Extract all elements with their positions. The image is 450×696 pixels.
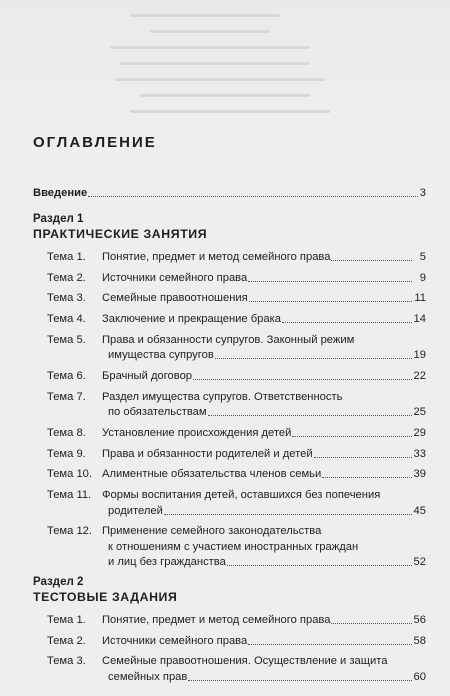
section-label: Раздел 1	[33, 213, 84, 225]
entry-page-number: 25	[413, 406, 426, 419]
entry-page-number: 60	[413, 670, 426, 683]
entry-number: Тема 2.	[47, 271, 86, 284]
entry-title-line: Формы воспитания детей, оставшихся без попечения	[102, 489, 381, 501]
entry-number: Тема 8.	[47, 426, 86, 439]
entry-page-number: 5	[419, 251, 426, 263]
leader-dots	[215, 358, 412, 359]
entry-title-line: семейных прав	[108, 670, 188, 683]
entry-title-line: Применение семейного законодательства	[102, 525, 322, 538]
entry-number: Тема 1.	[47, 614, 86, 626]
entry-title-line: Источники семейного права	[102, 271, 248, 284]
entry-page-number: 33	[413, 447, 426, 460]
entry-title-line: Права и обязанности родителей и детей	[102, 447, 313, 460]
leader-dots	[208, 415, 412, 416]
entry-number: Тема 2.	[47, 634, 86, 647]
entry-number: Тема 4.	[47, 313, 86, 326]
entry-title-line: Понятие, предмет и метод семейного права	[102, 251, 331, 263]
entry-number: Тема 12.	[47, 525, 93, 538]
entry-title-line: и лиц без гражданства	[108, 556, 226, 569]
leader-dots	[188, 680, 412, 681]
entry-title-line: Семейные правоотношения. Осуществление и защита	[102, 655, 388, 668]
entry-page-number: 19	[413, 349, 426, 362]
entry-title-line: Раздел имущества супругов. Ответственность	[102, 390, 343, 403]
toc-intro-row	[33, 186, 426, 200]
entry-page-number: 56	[413, 614, 426, 626]
leader-dots	[314, 457, 412, 458]
entry-title-line: Заключение и прекращение брака	[102, 313, 281, 326]
entry-title-line: Брачный договор	[102, 370, 193, 382]
entry-number: Тема 3.	[47, 292, 86, 305]
intro-page: 3	[419, 187, 426, 199]
entry-title-line: Понятие, предмет и метод семейного права	[102, 614, 331, 626]
toc-title: ОГЛАВЛЕНИЕ	[33, 134, 157, 151]
leader-dots	[292, 436, 412, 437]
leader-dots	[248, 281, 412, 282]
entry-page-number: 14	[413, 313, 426, 326]
leader-dots	[282, 322, 412, 323]
leader-dots	[88, 196, 418, 197]
leader-dots	[322, 477, 412, 478]
entry-title-line: родителей	[108, 504, 163, 517]
entry-number: Тема 1.	[47, 251, 86, 263]
entry-number: Тема 7.	[47, 390, 86, 403]
entry-page-number: 9	[419, 271, 426, 284]
entry-title-line: Источники семейного права	[102, 634, 248, 647]
leader-dots	[331, 623, 412, 624]
entry-number: Тема 10.	[47, 468, 93, 481]
entry-title-line: к отношениям с участием иностранных граждан	[108, 540, 359, 553]
entry-page-number: 11	[414, 292, 426, 305]
bleed-through-text	[0, 0, 450, 130]
entry-number: Тема 5.	[47, 333, 86, 346]
leader-dots	[193, 379, 412, 380]
entry-title-line: Семейные правоотношения	[102, 292, 248, 305]
entry-page-number: 22	[413, 370, 426, 382]
leader-dots	[331, 260, 412, 261]
entry-page-number: 29	[413, 426, 426, 439]
entry-page-number: 52	[413, 556, 426, 569]
entry-page-number: 58	[413, 634, 426, 647]
leader-dots	[227, 565, 412, 566]
entry-title-line: Алиментные обязательства членов семьи	[102, 468, 322, 481]
entry-page-number: 39	[413, 468, 426, 481]
entry-number: Тема 11.	[47, 489, 92, 501]
section-label: Раздел 2	[33, 576, 84, 588]
entry-number: Тема 3.	[47, 655, 86, 668]
entry-title-line: Установление происхождения детей	[102, 426, 292, 439]
section-title: ТЕСТОВЫЕ ЗАДАНИЯ	[33, 590, 178, 604]
leader-dots	[248, 644, 412, 645]
entry-title-line: Права и обязанности супругов. Законный режим	[102, 333, 355, 346]
entry-title-line: имущества супругов	[108, 349, 214, 362]
leader-dots	[249, 301, 412, 302]
entry-page-number: 45	[413, 504, 426, 517]
entry-number: Тема 9.	[47, 447, 86, 460]
intro-label: Введение	[33, 187, 88, 199]
section-title: ПРАКТИЧЕСКИЕ ЗАНЯТИЯ	[33, 227, 208, 241]
entry-number: Тема 6.	[47, 370, 86, 382]
leader-dots	[164, 514, 412, 515]
entry-title-line: по обязательствам	[108, 406, 207, 419]
